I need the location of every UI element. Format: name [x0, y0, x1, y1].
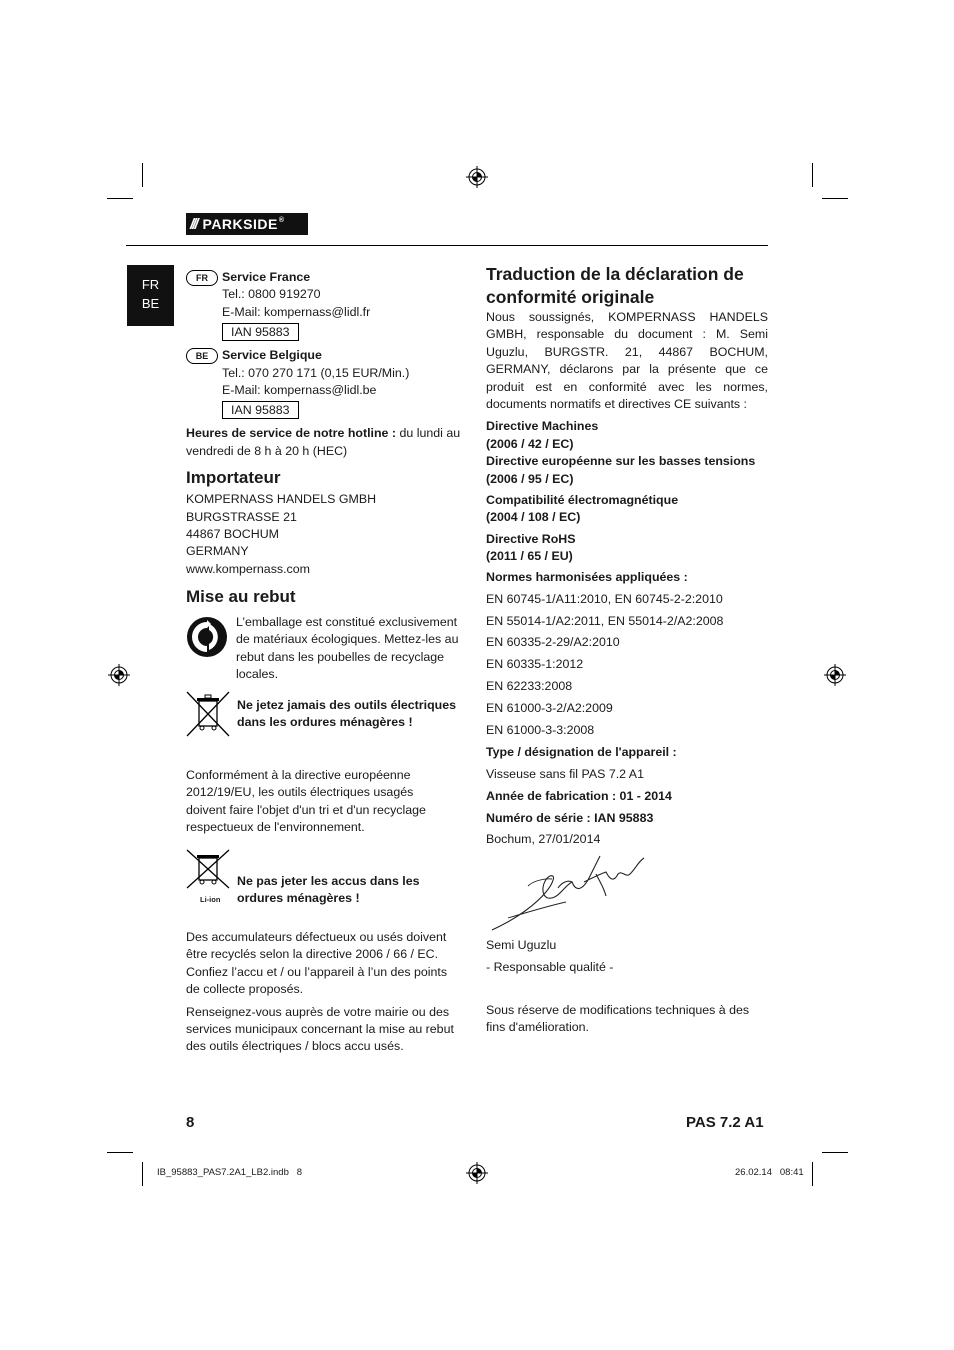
- hotline-label: Heures de service de notre hotline :: [186, 426, 397, 441]
- address-line: BURGSTRASSE 21: [186, 509, 297, 524]
- signer-name: Semi Uguzlu: [486, 938, 557, 952]
- service-belgique: [186, 347, 468, 423]
- signer-role: - Responsable qualité -: [486, 960, 614, 975]
- header-rule: [126, 245, 768, 246]
- weee-directive: [186, 767, 448, 837]
- lang-code-fr: FR: [141, 277, 160, 292]
- service-title: Service Belgique: [222, 348, 322, 363]
- ian-box: IAN 95883: [222, 401, 299, 419]
- service-france: [186, 269, 468, 345]
- crop-mark: [107, 198, 133, 199]
- signature: [488, 852, 650, 934]
- weee-text: Conformément à la directive européenne 2012/19/EU, les outils électriques usagés doivent faire l'objet d'un tri et d'un recyclage respectueux de l'environnement.: [186, 768, 426, 835]
- directive-rohs: Directive RoHS: [486, 531, 576, 546]
- norm-item: EN 61000-3-3:2008: [486, 723, 595, 738]
- battery-warning: [237, 873, 469, 908]
- service-tel: Tel.: 0800 919270: [222, 287, 321, 302]
- directive-machines-number: (2006 / 42 / EC): [486, 436, 574, 451]
- importer-address: [186, 491, 468, 578]
- service-email: E-Mail: kompernass@lidl.be: [222, 383, 377, 398]
- directive-emc-number: (2004 / 108 / EC): [486, 510, 581, 525]
- green-dot-recycling-icon: [186, 616, 228, 658]
- weee-warning: [237, 697, 469, 732]
- hotline-text: du lundi au vendredi de 8 h à 20 h (HEC): [186, 426, 461, 458]
- language-tab: [127, 265, 174, 326]
- website-link[interactable]: www.kompernass.com: [186, 561, 310, 576]
- declaration-title: Traduction de la déclaration de conformité originale: [486, 264, 744, 307]
- norm-item: EN 60745-1/A11:2010, EN 60745-2-2:2010: [486, 591, 723, 606]
- norm-item: EN 60335-2-29/A2:2010: [486, 635, 620, 650]
- packaging-note: [236, 614, 468, 684]
- registration-mark-icon: [108, 664, 130, 686]
- registration-mark-icon: [466, 1162, 488, 1184]
- lang-code-be: BE: [141, 296, 160, 311]
- country-badge-be: BE: [186, 348, 218, 364]
- type-value: Visseuse sans fil PAS 7.2 A1: [486, 766, 644, 781]
- crossed-out-bin-icon: [185, 690, 231, 738]
- norm-item: EN 61000-3-2/A2:2009: [486, 701, 613, 716]
- norm-item: EN 60335-1:2012: [486, 657, 584, 672]
- registration-mark-icon: [824, 664, 846, 686]
- declaration-intro: Nous soussignés, KOMPERNASS HANDELS GMBH, responsable du document : M. Semi Uguzlu, BURGSTR. 21, 44867 BOCHUM, GERMANY, déclarons par la présente que ce produit est en conformité avec les normes, documents normatifs et directives CE suivants :: [486, 310, 768, 412]
- service-email: E-Mail: kompernass@lidl.fr: [222, 304, 371, 319]
- battery-directive: [186, 929, 460, 1056]
- registration-mark-icon: [466, 166, 488, 188]
- address-line: KOMPERNASS HANDELS GMBH: [186, 492, 377, 507]
- left-column: [186, 269, 468, 608]
- norms-title: Normes harmonisées appliquées :: [486, 569, 688, 584]
- directive-low-voltage: Directive européenne sur les basses tensions: [486, 454, 756, 469]
- signer-block: [486, 937, 768, 977]
- print-slug-date: 26.02.14 08:41: [735, 1167, 804, 1178]
- crop-mark: [812, 1162, 813, 1186]
- norm-item: EN 62233:2008: [486, 679, 573, 694]
- importer-heading: Importateur: [186, 468, 281, 488]
- crop-mark: [142, 163, 143, 187]
- address-line: 44867 BOCHUM: [186, 527, 279, 542]
- crop-mark: [822, 198, 848, 199]
- li-ion-label: Li-ion: [200, 895, 221, 904]
- norm-item: EN 55014-1/A2:2011, EN 55014-2/A2:2008: [486, 613, 724, 628]
- brand-logo: /// PARKSIDE ®: [186, 213, 308, 235]
- model-name: PAS 7.2 A1: [686, 1114, 764, 1131]
- print-slug-file: IB_95883_PAS7.2A1_LB2.indb 8: [157, 1167, 303, 1178]
- place-date: Bochum, 27/01/2014: [486, 832, 601, 846]
- crossed-out-battery-bin-icon: [185, 848, 231, 896]
- ian-box: IAN 95883: [222, 323, 299, 341]
- battery-warning-text: Ne pas jeter les accus dans les ordures ménagères !: [237, 874, 420, 906]
- directive-rohs-number: (2011 / 65 / EU): [486, 549, 573, 564]
- manufacture-year: Année de fabrication : 01 - 2014: [486, 788, 672, 803]
- crop-mark: [812, 163, 813, 187]
- country-badge-fr: FR: [186, 270, 218, 286]
- packaging-text: L’emballage est constitué exclusivement de matériaux écologiques. Mettez-les au rebut dans les poubelles de recyclage locales.: [236, 615, 459, 682]
- serial-number: Numéro de série : IAN 95883: [486, 810, 654, 825]
- weee-warning-text: Ne jetez jamais des outils électriques dans les ordures ménagères !: [237, 698, 456, 730]
- directive-emc: Compatibilité électromagnétique: [486, 493, 679, 508]
- service-tel: Tel.: 070 270 171 (0,15 EUR/Min.): [222, 365, 410, 380]
- type-label: Type / désignation de l'appareil :: [486, 744, 677, 759]
- crop-mark: [142, 1162, 143, 1186]
- crop-mark: [107, 1152, 133, 1153]
- page-number: 8: [186, 1114, 195, 1131]
- hotline-hours: [186, 425, 468, 460]
- norms-list: [486, 567, 768, 830]
- municipal-text: Renseignez-vous auprès de votre mairie ou des services municipaux concernant la mise au rebut des outils électriques / blocs accu usés.: [186, 1004, 454, 1054]
- service-title: Service France: [222, 270, 311, 284]
- address-line: GERMANY: [186, 544, 249, 559]
- technical-note: [486, 1002, 768, 1037]
- directive-machines: Directive Machines: [486, 419, 599, 434]
- directive-low-voltage-number: (2006 / 95 / EC): [486, 471, 574, 486]
- disposal-heading: Mise au rebut: [186, 587, 296, 607]
- technical-note-text: Sous réserve de modifications techniques à des fins d'amélioration.: [486, 1003, 750, 1035]
- battery-text: Des accumulateurs défectueux ou usés doivent être recyclés selon la directive 2006 / 66 / EC. Confiez l’accu et / ou l’appareil à l’un des points de collecte proposés.: [186, 930, 448, 997]
- right-column: [486, 263, 768, 830]
- crop-mark: [822, 1152, 848, 1153]
